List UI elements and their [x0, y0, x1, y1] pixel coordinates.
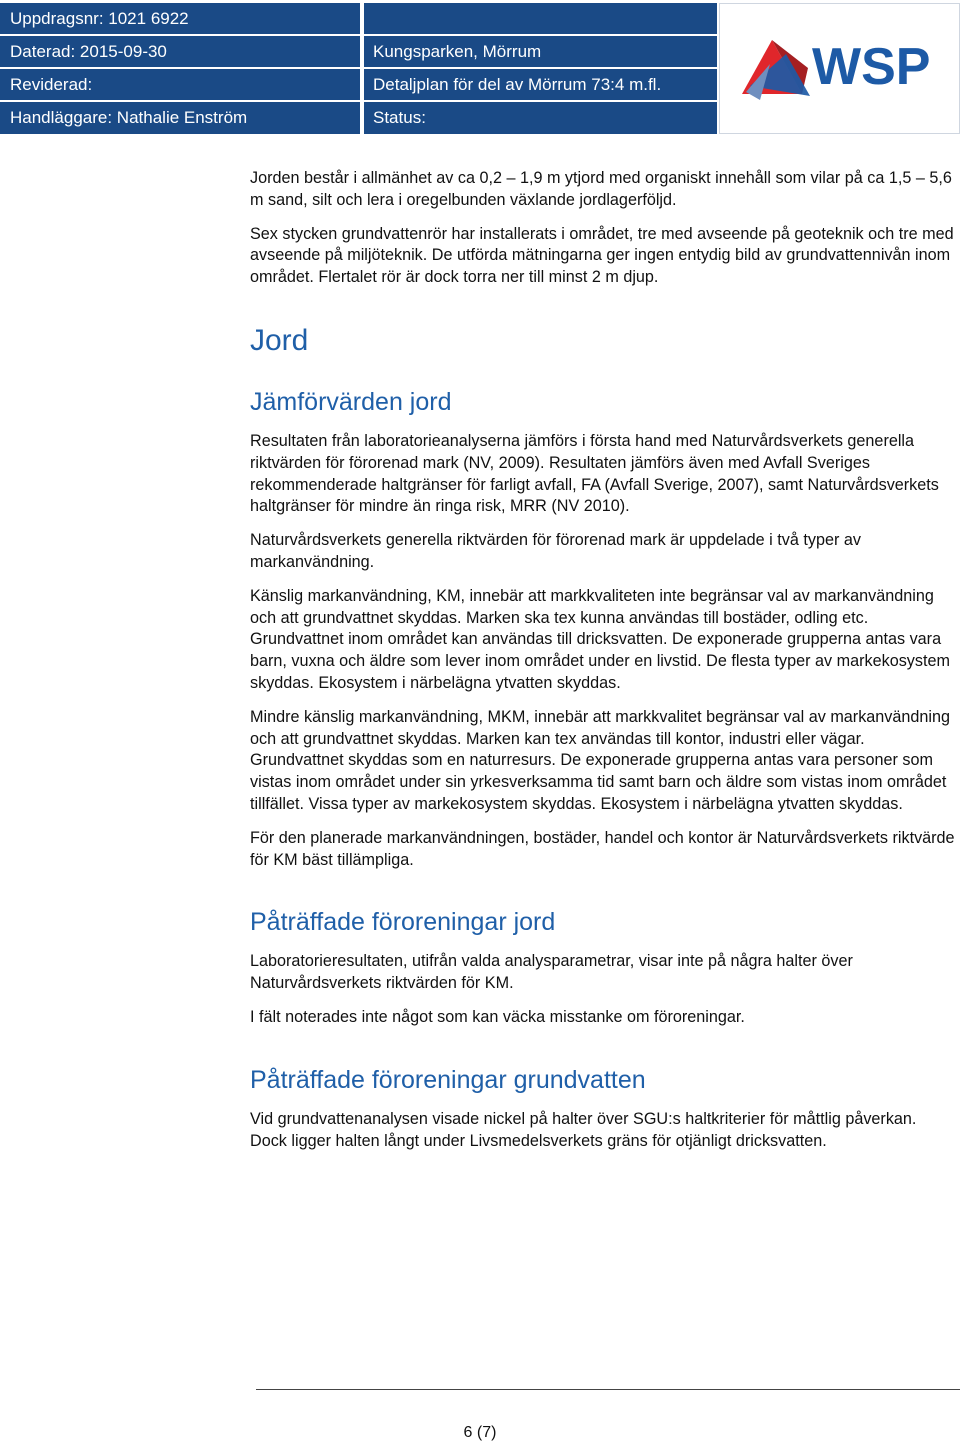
handler: Handläggare: Nathalie Enström — [10, 108, 248, 127]
header-cell — [364, 69, 717, 100]
page-content — [250, 168, 955, 1164]
paragraph: Mindre känslig markanvändning, MKM, innebär att markkvalitet begränsar val av markanvändning och att grundvattnet skyddas. Marken kan tex användas till kontor, industri eller vägar. Grundvattnet skyddas som en naturresurs. De exponerade grupperna antas vara personer som vistas inom området under sin yrkesverksamma tid samt barn och äldre som vistas inom området tillfället. Vissa typer av markekosystem skyddas. Ekosystem i närbelägna ytvatten skyddas. — [250, 707, 950, 813]
paragraph: I fält noterades inte något som kan väcka misstanke om föroreningar. — [250, 1007, 745, 1026]
paragraph: Resultaten från laboratorieanalyserna jämförs i första hand med Naturvårdsverkets generella riktvärden för förorenad mark (NV, 2009). Resultaten jämförs även med Avfall Sveriges rekommenderade haltgränser för farligt avfall, FA (Avfall Sverige, 2007), samt Naturvårdsverkets haltgränser för mindre än ringa risk, MRR (NV 2010). — [250, 431, 939, 516]
project-name: Kungsparken, Mörrum — [373, 42, 542, 61]
date: Daterad: 2015-09-30 — [10, 42, 167, 61]
subsection-heading: Påträffade föroreningar grundvatten — [250, 1065, 646, 1094]
assignment-number: Uppdragsnr: 1021 6922 — [10, 9, 189, 28]
plan-name: Detaljplan för del av Mörrum 73:4 m.fl. — [373, 75, 662, 94]
wsp-logo — [719, 3, 960, 134]
section-heading: Jord — [250, 323, 309, 357]
subsection-heading: Påträffade föroreningar jord — [250, 908, 556, 937]
header-cell — [0, 3, 360, 34]
header-cell — [364, 36, 717, 67]
header-cell — [364, 102, 717, 134]
paragraph: För den planerade markanvändningen, bostäder, handel och kontor är Naturvårdsverkets riktvärde för KM bäst tillämpliga. — [250, 828, 955, 869]
page-number — [0, 1424, 960, 1442]
paragraph: Naturvårdsverkets generella riktvärden för förorenad mark är uppdelade i två typer av markanvändning. — [250, 531, 861, 571]
header-cell — [0, 69, 360, 100]
paragraph: Laboratorieresultaten, utifrån valda analysparametrar, visar inte på några halter över Naturvårdsverkets riktvärden för KM. — [250, 952, 853, 993]
header-cell — [364, 3, 717, 34]
paragraph: Vid grundvattenanalysen visade nickel på halter över SGU:s haltkriterier för måttlig påverkan. Dock ligger halten långt under Livsmedelsverkets gräns för otjänligt dricksvatten. — [250, 1109, 917, 1150]
paragraph: Känslig markanvändning, KM, innebär att markkvaliteten inte begränsar val av markanvändning och att grundvattnet skyddas. Marken ska tex kunna användas till bostäder, odling etc. Grundvattnet inom området kan användas till dricksvatten. De exponerade grupperna antas vara barn, vuxna och äldre som lever inom området under en livstid. De flesta typer av markekosystem skyddas. Ekosystem i närbelägna ytvatten skyddas. — [250, 586, 950, 692]
header-cell — [0, 102, 360, 134]
status: Status: — [373, 108, 426, 127]
paragraph: Sex stycken grundvattenrör har installerats i området, tre med avseende på geoteknik och tre med avseende på miljöteknik. De utförda mätningarna ger ingen entydig bild av grundvattennivån inom området. Flertalet rör är dock torra ner till minst 2 m djup. — [250, 224, 954, 287]
subsection-heading: Jämförvärden jord — [250, 387, 452, 416]
document-header — [0, 0, 960, 136]
footer-divider — [256, 1389, 960, 1390]
logo-text: WSP — [812, 38, 931, 96]
page-number-text: 6 (7) — [463, 1424, 497, 1441]
wsp-logo-mark — [720, 4, 959, 133]
header-cell — [0, 36, 360, 67]
revised: Reviderad: — [10, 75, 93, 94]
paragraph: Jorden består i allmänhet av ca 0,2 – 1,9 m ytjord med organiskt innehåll som vilar på ca 1,5 – 5,6 m sand, silt och lera i oregelbunden växlande jordlagerföljd. — [250, 169, 952, 209]
